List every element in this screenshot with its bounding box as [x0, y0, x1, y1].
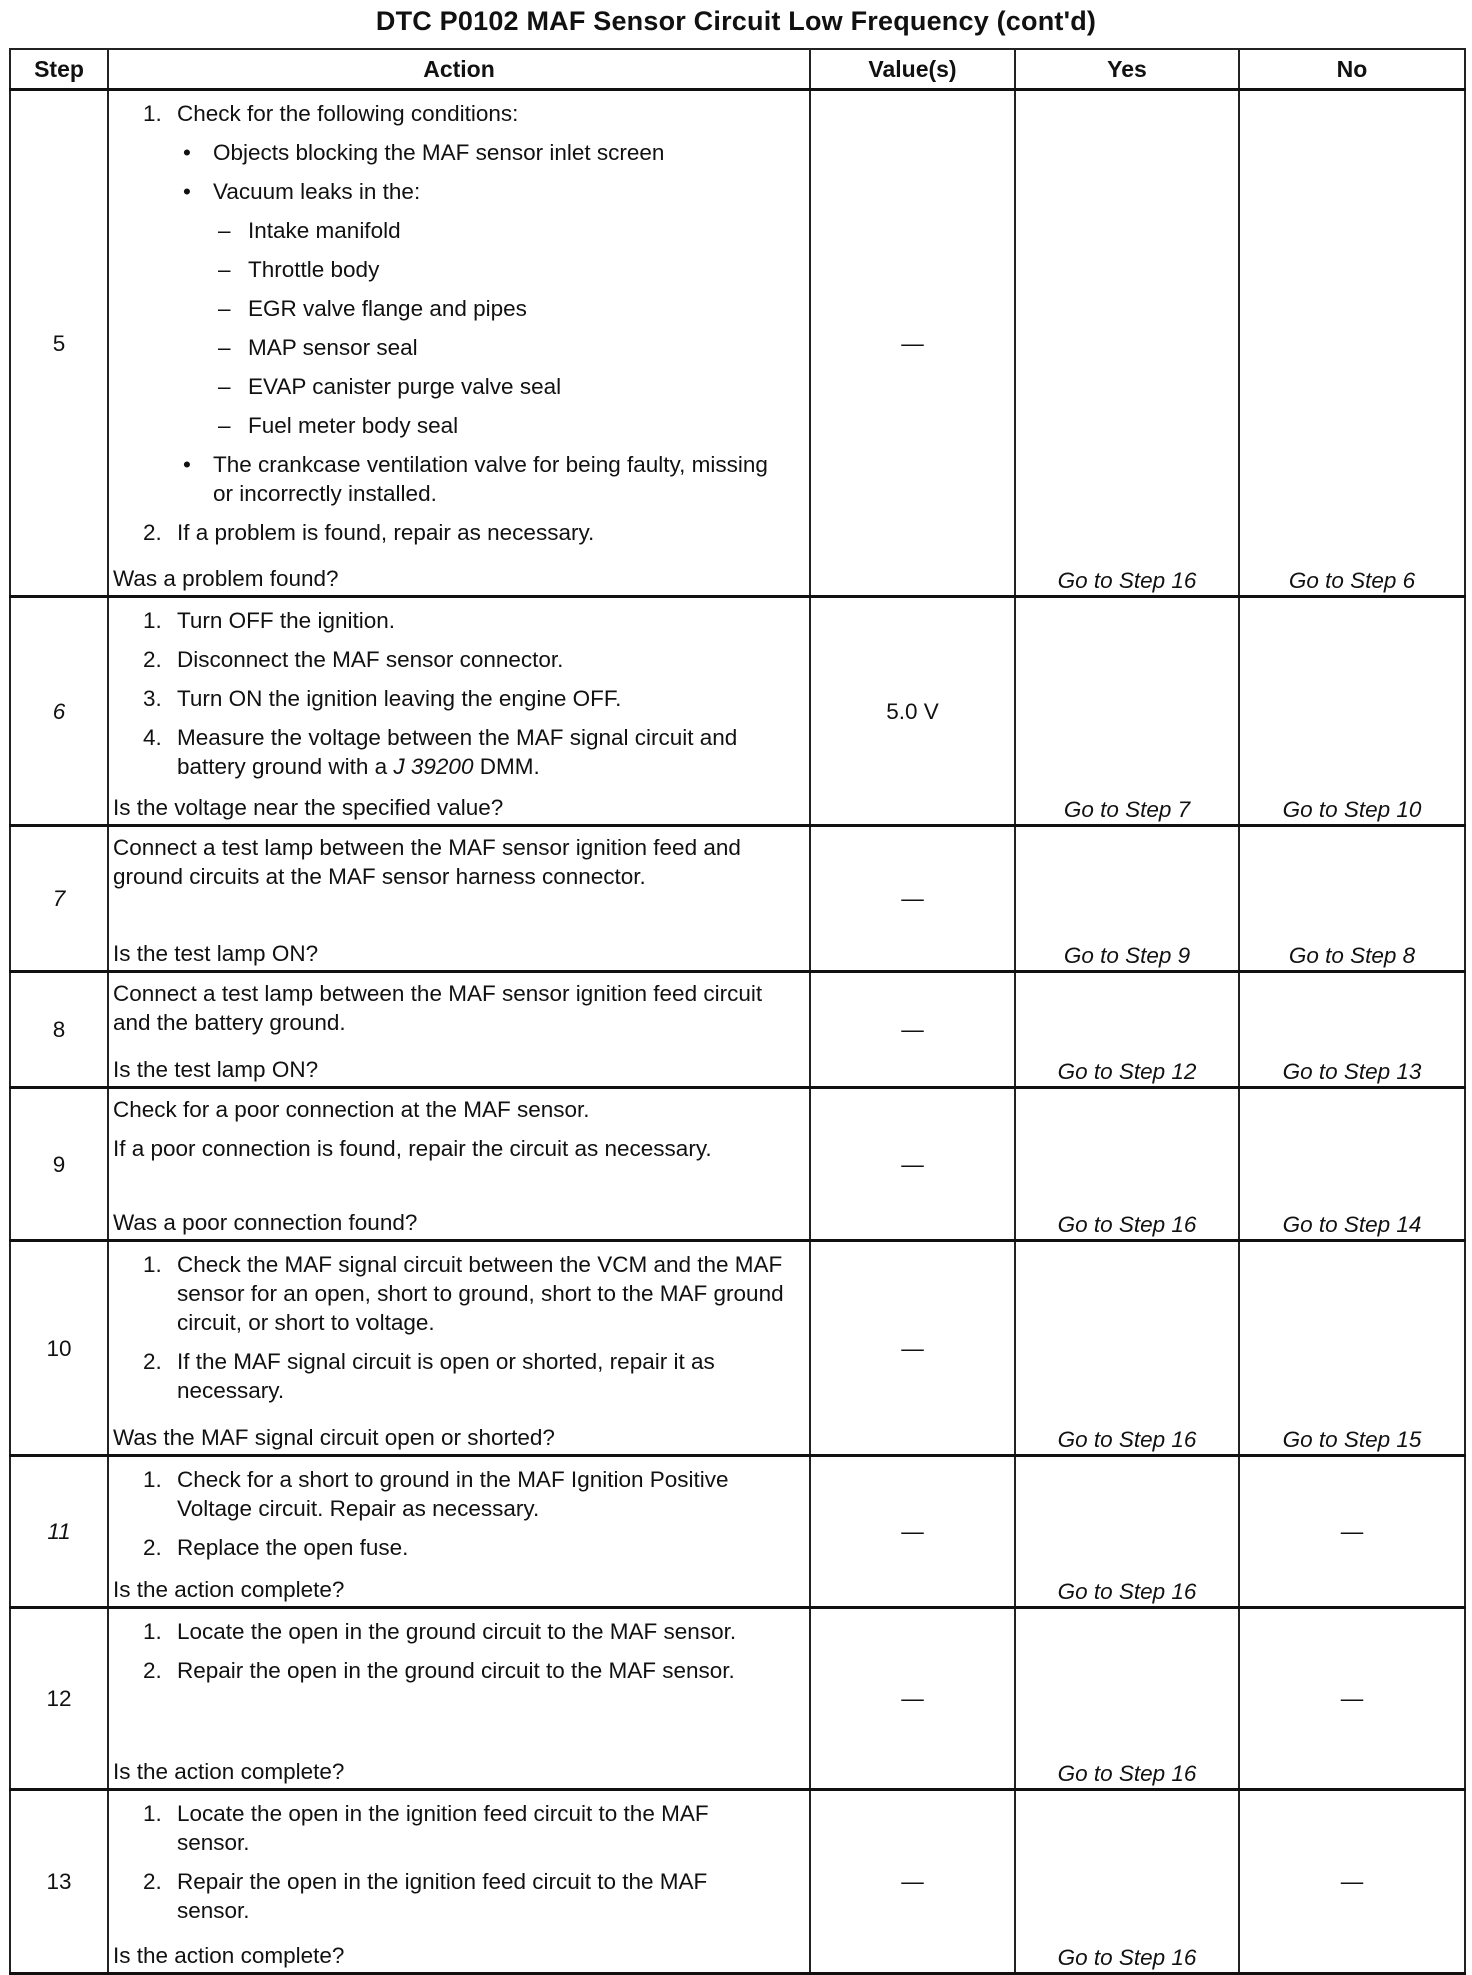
action-cell [108, 1088, 810, 1241]
leak-item: Fuel meter body seal [248, 413, 459, 438]
yes-link[interactable]: Go to Step 16 [1015, 1088, 1239, 1241]
bullet-icon: • [183, 452, 191, 477]
header-action: Action [108, 49, 810, 90]
table-row-step-7 [10, 826, 1465, 972]
dash-icon: – [218, 218, 231, 243]
question-text: Was a poor connection found? [113, 1210, 418, 1235]
question-text: Is the action complete? [113, 1577, 345, 1602]
action-cell [108, 972, 810, 1088]
leak-item: Throttle body [248, 257, 380, 282]
action-item: Repair the open in the ignition feed circuit to the MAF sensor. [177, 1869, 708, 1923]
step-number: 5 [10, 90, 108, 597]
item-number: 2. [143, 1535, 162, 1560]
no-link[interactable]: Go to Step 8 [1239, 826, 1465, 972]
condition-item: Objects blocking the MAF sensor inlet screen [213, 140, 665, 165]
dash-icon: – [218, 296, 231, 321]
action-cell [108, 597, 810, 826]
value-cell: — [810, 1608, 1015, 1790]
action-item: Check for a short to ground in the MAF Ignition Positive Voltage circuit. Repair as necessary. [177, 1467, 729, 1521]
bullet-icon: • [183, 140, 191, 165]
value-cell: — [810, 1456, 1015, 1608]
header-step: Step [10, 49, 108, 90]
header-row [10, 49, 1465, 90]
action-item: Turn ON the ignition leaving the engine OFF. [177, 686, 622, 711]
dash-icon: – [218, 257, 231, 282]
yes-link[interactable]: Go to Step 16 [1015, 1241, 1239, 1456]
action-item: Locate the open in the ground circuit to the MAF sensor. [177, 1619, 737, 1644]
action-item: Check for the following conditions: [177, 101, 519, 126]
leak-item: Intake manifold [248, 218, 401, 243]
question-text: Was the MAF signal circuit open or shorted? [113, 1425, 555, 1450]
table-row-step-5 [10, 90, 1465, 597]
action-paragraph: Connect a test lamp between the MAF sensor ignition feed and ground circuits at the MAF sensor harness connector. [113, 835, 741, 889]
item-number: 1. [143, 1619, 162, 1644]
step-number: 10 [10, 1241, 108, 1456]
item-number: 2. [143, 520, 162, 545]
no-cell: — [1239, 1456, 1465, 1608]
page-title: DTC P0102 MAF Sensor Circuit Low Frequency (cont'd) [375, 6, 1097, 36]
table-row-step-9 [10, 1088, 1465, 1241]
action-item: Locate the open in the ignition feed circuit to the MAF sensor. [177, 1801, 709, 1855]
yes-link[interactable]: Go to Step 9 [1015, 826, 1239, 972]
item-number: 1. [143, 101, 162, 126]
dash-icon: – [218, 335, 231, 360]
yes-link[interactable]: Go to Step 7 [1015, 597, 1239, 826]
dash-icon: – [218, 413, 231, 438]
question-text: Is the test lamp ON? [113, 941, 319, 966]
yes-link[interactable]: Go to Step 16 [1015, 1608, 1239, 1790]
action-cell [108, 1456, 810, 1608]
item-number: 1. [143, 608, 162, 633]
header-no: No [1239, 49, 1465, 90]
step-number: 9 [10, 1088, 108, 1241]
value-cell: — [810, 1790, 1015, 1974]
value-cell: — [810, 1088, 1015, 1241]
item-number: 2. [143, 647, 162, 672]
header-yes: Yes [1015, 49, 1239, 90]
action-paragraph: If a poor connection is found, repair the circuit as necessary. [113, 1136, 712, 1161]
no-link[interactable]: Go to Step 15 [1239, 1241, 1465, 1456]
action-cell [108, 90, 810, 597]
yes-link[interactable]: Go to Step 16 [1015, 90, 1239, 597]
no-link[interactable]: Go to Step 6 [1239, 90, 1465, 597]
value-cell: — [810, 826, 1015, 972]
action-paragraph: Check for a poor connection at the MAF sensor. [113, 1097, 590, 1122]
question-text: Is the voltage near the specified value? [113, 795, 504, 820]
step-number: 13 [10, 1790, 108, 1974]
yes-link[interactable]: Go to Step 16 [1015, 1456, 1239, 1608]
value-cell: — [810, 972, 1015, 1088]
no-link[interactable]: Go to Step 10 [1239, 597, 1465, 826]
action-cell [108, 1790, 810, 1974]
value-cell: — [810, 90, 1015, 597]
item-number: 2. [143, 1349, 162, 1374]
step-number: 6 [10, 597, 108, 826]
value-cell: 5.0 V [810, 597, 1015, 826]
yes-link[interactable]: Go to Step 12 [1015, 972, 1239, 1088]
action-item: If a problem is found, repair as necessary. [177, 520, 595, 545]
item-number: 4. [143, 725, 162, 750]
action-item: Disconnect the MAF sensor connector. [177, 647, 564, 672]
action-item: Replace the open fuse. [177, 1535, 409, 1560]
yes-link[interactable]: Go to Step 16 [1015, 1790, 1239, 1974]
table-row-step-12 [10, 1608, 1465, 1790]
item-number: 2. [143, 1658, 162, 1683]
table-row-step-13 [10, 1790, 1465, 1974]
diagnostic-table [9, 48, 1466, 1975]
leak-item: EVAP canister purge valve seal [248, 374, 562, 399]
item-number: 1. [143, 1467, 162, 1492]
action-item: Check the MAF signal circuit between the VCM and the MAF sensor for an open, short to ground, short to the MAF ground circuit, or short to voltage. [177, 1252, 784, 1335]
no-cell: — [1239, 1608, 1465, 1790]
step-number: 12 [10, 1608, 108, 1790]
question-text: Was a problem found? [113, 566, 339, 591]
step-number: 8 [10, 972, 108, 1088]
header-values: Value(s) [810, 49, 1015, 90]
action-item: If the MAF signal circuit is open or shorted, repair it as necessary. [177, 1349, 715, 1403]
dash-icon: – [218, 374, 231, 399]
table-row-step-11 [10, 1456, 1465, 1608]
action-cell [108, 1608, 810, 1790]
action-cell [108, 1241, 810, 1456]
action-paragraph: Connect a test lamp between the MAF sensor ignition feed circuit and the battery ground. [113, 981, 763, 1035]
bullet-icon: • [183, 179, 191, 204]
condition-item: The crankcase ventilation valve for being faulty, missing or incorrectly installed. [213, 452, 768, 506]
value-cell: — [810, 1241, 1015, 1456]
action-item: Turn OFF the ignition. [177, 608, 396, 633]
action-item: Measure the voltage between the MAF signal circuit and battery ground with a [177, 725, 738, 779]
no-link[interactable]: Go to Step 14 [1239, 1088, 1465, 1241]
leak-item: EGR valve flange and pipes [248, 296, 527, 321]
table-row-step-10 [10, 1241, 1465, 1456]
item-number: 1. [143, 1801, 162, 1826]
question-text: Is the test lamp ON? [113, 1057, 319, 1082]
item-number: 1. [143, 1252, 162, 1277]
question-text: Is the action complete? [113, 1759, 345, 1784]
step-number: 7 [10, 826, 108, 972]
action-cell [108, 826, 810, 972]
action-item-tail: DMM. [473, 754, 540, 779]
no-link[interactable]: Go to Step 13 [1239, 972, 1465, 1088]
step-number: 11 [10, 1456, 108, 1608]
item-number: 3. [143, 686, 162, 711]
table-row-step-6 [10, 597, 1465, 826]
leak-item: MAP sensor seal [248, 335, 418, 360]
tool-number: J 39200 [393, 754, 474, 779]
condition-item: Vacuum leaks in the: [213, 179, 421, 204]
table-row-step-8 [10, 972, 1465, 1088]
item-number: 2. [143, 1869, 162, 1894]
action-item: Repair the open in the ground circuit to the MAF sensor. [177, 1658, 735, 1683]
question-text: Is the action complete? [113, 1943, 345, 1968]
no-cell: — [1239, 1790, 1465, 1974]
